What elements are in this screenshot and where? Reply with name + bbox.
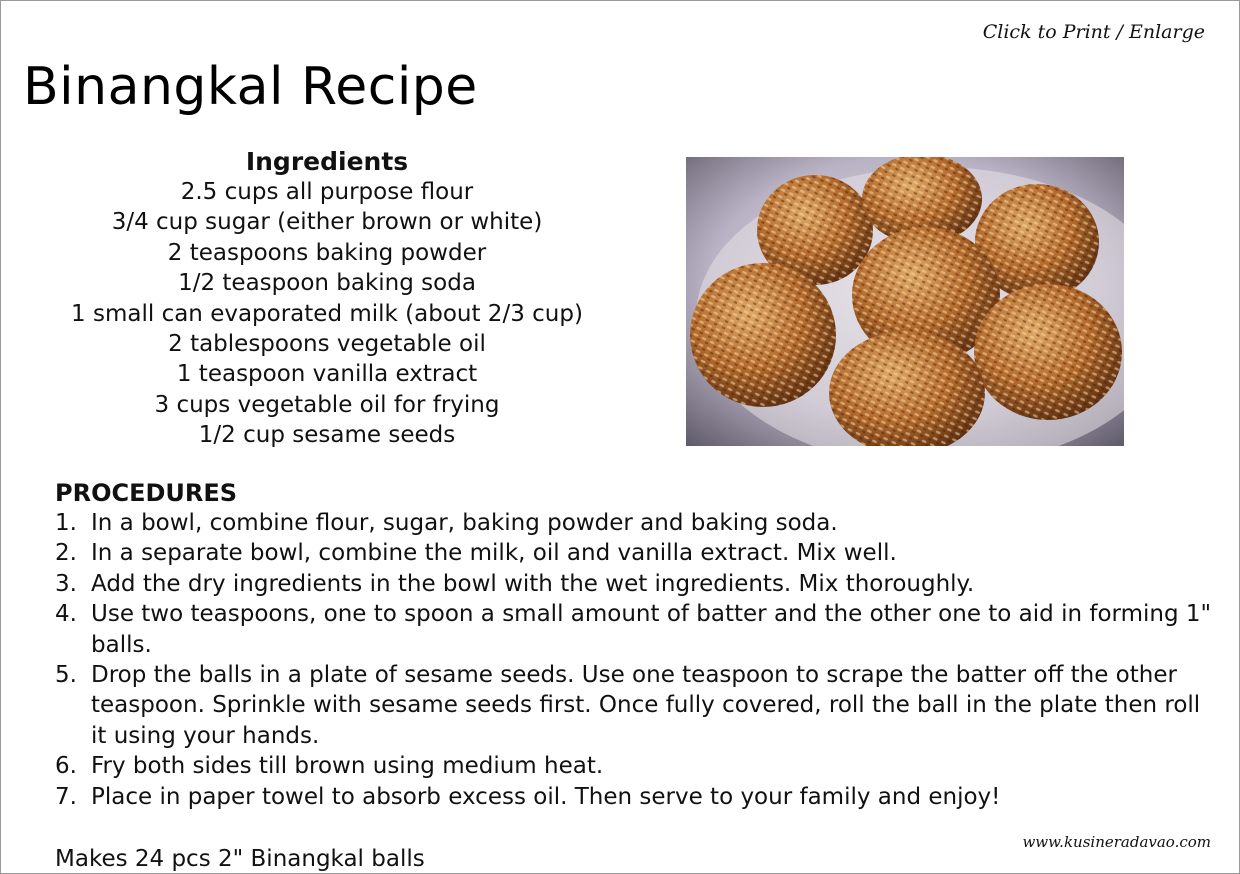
step-number: 7. bbox=[55, 783, 77, 810]
binangkal-photo bbox=[686, 157, 1124, 446]
step-number: 2. bbox=[55, 540, 77, 567]
step-text: Add the dry ingredients in the bowl with the wet ingredients. Mix thoroughly. bbox=[91, 570, 975, 597]
ingredient-item: 2.5 cups all purpose flour bbox=[180, 179, 474, 205]
procedure-step bbox=[55, 751, 1215, 781]
procedure-step bbox=[55, 569, 1215, 599]
procedures-heading: PROCEDURES bbox=[55, 479, 238, 507]
step-text: Use two teaspoons, one to spoon a small amount of batter and the other one to aid in forming 1" balls. bbox=[91, 601, 1212, 658]
procedure-step bbox=[55, 782, 1215, 812]
step-text: In a separate bowl, combine the milk, oil and vanilla extract. Mix well. bbox=[91, 540, 897, 567]
procedures-section bbox=[55, 478, 1215, 812]
ingredient-item: 2 teaspoons baking powder bbox=[167, 239, 487, 266]
ingredient-item: 1 small can evaporated milk (about 2/3 cup) bbox=[71, 300, 583, 327]
ingredients-section bbox=[21, 147, 633, 451]
ingredient-item: 3 cups vegetable oil for frying bbox=[154, 391, 500, 418]
sesame-ball bbox=[974, 284, 1122, 420]
procedure-steps bbox=[55, 508, 1215, 812]
procedure-step bbox=[55, 660, 1215, 751]
procedure-step bbox=[55, 538, 1215, 568]
ingredients-heading: Ingredients bbox=[245, 147, 409, 176]
step-number: 1. bbox=[55, 510, 77, 536]
ingredients-list bbox=[21, 177, 633, 451]
yield-note: Makes 24 pcs 2" Binangkal balls bbox=[55, 846, 425, 872]
step-number: 5. bbox=[55, 662, 77, 689]
print-enlarge-link[interactable]: Click to Print / Enlarge bbox=[982, 21, 1205, 43]
step-number: 6. bbox=[55, 753, 77, 780]
step-number: 3. bbox=[55, 570, 77, 597]
procedure-step bbox=[55, 508, 1215, 538]
website-watermark: www.kusineradavao.com bbox=[1022, 833, 1211, 851]
ingredient-item: 3/4 cup sugar (either brown or white) bbox=[111, 209, 543, 236]
sesame-ball bbox=[690, 263, 836, 407]
step-text: Drop the balls in a plate of sesame seeds. Use one teaspoon to scrape the batter off the other teaspoon. Sprinkle with sesame seeds first. Once fully covered, roll the ball in the plate then roll it using your hands. bbox=[91, 662, 1201, 749]
step-text: Fry both sides till brown using medium heat. bbox=[91, 753, 604, 780]
step-text: Place in paper towel to absorb excess oil. Then serve to your family and enjoy! bbox=[91, 783, 1001, 810]
procedure-step bbox=[55, 599, 1215, 660]
ingredient-item: 2 tablespoons vegetable oil bbox=[168, 331, 486, 358]
ingredient-item: 1/2 cup sesame seeds bbox=[198, 422, 456, 449]
ingredient-item: 1/2 teaspoon baking soda bbox=[178, 270, 476, 297]
ingredient-item: 1 teaspoon vanilla extract bbox=[176, 361, 478, 388]
step-text: In a bowl, combine flour, sugar, baking powder and baking soda. bbox=[91, 510, 838, 536]
step-number: 4. bbox=[55, 601, 77, 628]
recipe-title: Binangkal Recipe bbox=[23, 57, 478, 117]
